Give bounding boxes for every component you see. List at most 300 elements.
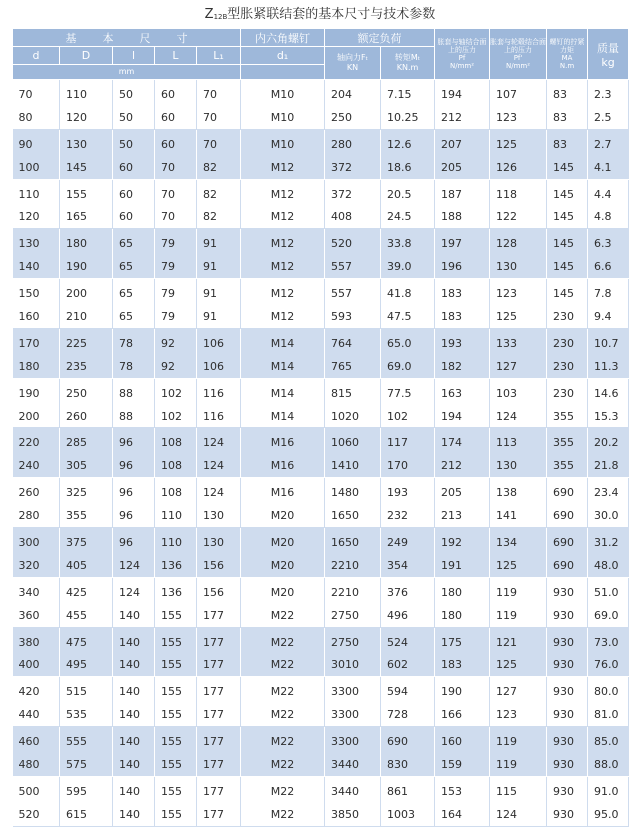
table-cell: 76.0: [588, 653, 629, 676]
table-cell: 372: [325, 179, 381, 205]
table-cell: 930: [547, 604, 588, 627]
table-cell: 2.5: [588, 106, 629, 129]
table-cell: 250: [60, 378, 113, 404]
table-cell: 47.5: [381, 305, 435, 328]
table-cell: 65: [113, 305, 155, 328]
table-row: [13, 504, 629, 527]
table-cell: 355: [547, 428, 588, 454]
table-cell: 170: [13, 328, 60, 354]
table-cell: 20.2: [588, 428, 629, 454]
table-cell: 188: [435, 205, 490, 228]
table-cell: 85.0: [588, 727, 629, 753]
table-cell: 145: [547, 229, 588, 255]
table-cell: 495: [60, 653, 113, 676]
table-cell: 78: [113, 328, 155, 354]
table-cell: 117: [381, 428, 435, 454]
table-cell: 120: [60, 106, 113, 129]
table-cell: M20: [241, 577, 325, 603]
table-cell: 594: [381, 677, 435, 703]
table-cell: 110: [13, 179, 60, 205]
table-cell: 1020: [325, 405, 381, 428]
table-cell: 95.0: [588, 803, 629, 826]
table-cell: 31.2: [588, 528, 629, 554]
table-cell: 70: [197, 129, 241, 155]
table-cell: 91: [197, 305, 241, 328]
table-row: [13, 156, 629, 179]
table-cell: 260: [60, 405, 113, 428]
table-title: Z12B型胀紧联结套的基本尺寸与技术参数: [204, 7, 436, 22]
spec-table: [12, 28, 629, 827]
table-cell: 175: [435, 627, 490, 653]
table-cell: 1480: [325, 478, 381, 504]
table-cell: 50: [113, 129, 155, 155]
table-cell: 575: [60, 753, 113, 776]
table-cell: 60: [113, 205, 155, 228]
table-cell: M12: [241, 305, 325, 328]
table-cell: 155: [155, 703, 197, 726]
table-cell: 130: [197, 504, 241, 527]
table-cell: 830: [381, 753, 435, 776]
table-cell: 180: [435, 577, 490, 603]
table-cell: 212: [435, 106, 490, 129]
table-cell: 690: [547, 554, 588, 577]
table-cell: 79: [155, 279, 197, 305]
table-row: [13, 803, 629, 826]
table-cell: M22: [241, 677, 325, 703]
table-cell: 130: [13, 229, 60, 255]
header-empty: [241, 65, 325, 80]
table-cell: 145: [547, 255, 588, 278]
table-cell: M12: [241, 279, 325, 305]
table-cell: M12: [241, 205, 325, 228]
table-row: [13, 604, 629, 627]
table-cell: 194: [435, 405, 490, 428]
table-cell: 376: [381, 577, 435, 603]
table-cell: 82: [197, 156, 241, 179]
header-hub-pressure: 胀套与轮毂结合面上的压力 Pf' N/mm²: [490, 29, 547, 80]
table-cell: 70: [197, 80, 241, 106]
table-cell: 177: [197, 753, 241, 776]
table-cell: 930: [547, 703, 588, 726]
table-cell: 9.4: [588, 305, 629, 328]
table-cell: M22: [241, 753, 325, 776]
table-cell: 212: [435, 454, 490, 477]
table-cell: 232: [381, 504, 435, 527]
table-cell: 930: [547, 727, 588, 753]
table-cell: 475: [60, 627, 113, 653]
table-row: [13, 653, 629, 676]
table-cell: M10: [241, 80, 325, 106]
table-cell: 70: [155, 205, 197, 228]
table-cell: M12: [241, 255, 325, 278]
table-cell: 6.6: [588, 255, 629, 278]
table-cell: 65: [113, 255, 155, 278]
table-cell: 155: [155, 776, 197, 802]
table-cell: 3850: [325, 803, 381, 826]
table-cell: 930: [547, 677, 588, 703]
table-cell: 360: [13, 604, 60, 627]
header-mass: 质量 kg: [588, 29, 629, 80]
table-cell: 180: [435, 604, 490, 627]
table-cell: 124: [113, 554, 155, 577]
table-cell: 230: [547, 378, 588, 404]
table-cell: 340: [13, 577, 60, 603]
table-cell: 60: [113, 179, 155, 205]
table-cell: 515: [60, 677, 113, 703]
table-cell: 155: [60, 179, 113, 205]
table-cell: 121: [490, 627, 547, 653]
table-cell: 123: [490, 703, 547, 726]
table-cell: 103: [490, 378, 547, 404]
table-cell: 79: [155, 255, 197, 278]
table-cell: 18.6: [381, 156, 435, 179]
table-cell: 166: [435, 703, 490, 726]
table-cell: 79: [155, 229, 197, 255]
table-cell: 690: [547, 478, 588, 504]
table-cell: 14.6: [588, 378, 629, 404]
table-cell: 177: [197, 604, 241, 627]
table-cell: 140: [113, 727, 155, 753]
table-cell: 190: [60, 255, 113, 278]
table-cell: M10: [241, 106, 325, 129]
table-cell: 126: [490, 156, 547, 179]
table-cell: 15.3: [588, 405, 629, 428]
table-cell: 194: [435, 80, 490, 106]
table-cell: 30.0: [588, 504, 629, 527]
table-cell: 110: [60, 80, 113, 106]
table-cell: M14: [241, 378, 325, 404]
table-cell: 520: [325, 229, 381, 255]
table-cell: 83: [547, 80, 588, 106]
table-cell: 130: [490, 454, 547, 477]
table-cell: 2.7: [588, 129, 629, 155]
table-cell: 160: [435, 727, 490, 753]
table-cell: 65: [113, 229, 155, 255]
table-cell: 21.8: [588, 454, 629, 477]
table-cell: 177: [197, 776, 241, 802]
table-cell: 861: [381, 776, 435, 802]
table-header: [13, 29, 629, 80]
table-cell: 69.0: [381, 355, 435, 378]
table-cell: 183: [435, 305, 490, 328]
table-row: [13, 776, 629, 802]
table-cell: 3010: [325, 653, 381, 676]
table-cell: 20.5: [381, 179, 435, 205]
table-cell: 134: [490, 528, 547, 554]
header-shaft-pressure: 胀套与轴结合面上的压力 Pf N/mm²: [435, 29, 490, 80]
table-cell: 7.8: [588, 279, 629, 305]
table-cell: 125: [490, 554, 547, 577]
table-cell: 325: [60, 478, 113, 504]
table-cell: 60: [155, 106, 197, 129]
table-cell: 106: [197, 355, 241, 378]
table-cell: 91: [197, 255, 241, 278]
table-cell: 23.4: [588, 478, 629, 504]
table-row: [13, 454, 629, 477]
table-cell: 3300: [325, 703, 381, 726]
table-cell: 230: [547, 328, 588, 354]
table-cell: 138: [490, 478, 547, 504]
table-cell: 182: [435, 355, 490, 378]
header-l: l: [113, 47, 155, 65]
table-cell: 51.0: [588, 577, 629, 603]
table-cell: M14: [241, 328, 325, 354]
table-cell: 88.0: [588, 753, 629, 776]
table-cell: 79: [155, 305, 197, 328]
table-cell: 1003: [381, 803, 435, 826]
table-cell: 191: [435, 554, 490, 577]
table-cell: 192: [435, 528, 490, 554]
table-cell: 120: [13, 205, 60, 228]
table-cell: 1060: [325, 428, 381, 454]
table-cell: 118: [490, 179, 547, 205]
table-cell: 78: [113, 355, 155, 378]
header-unit-mm: mm: [13, 65, 241, 80]
table-cell: 4.1: [588, 156, 629, 179]
table-cell: 155: [155, 627, 197, 653]
table-cell: 96: [113, 528, 155, 554]
table-cell: 557: [325, 279, 381, 305]
table-cell: 70: [13, 80, 60, 106]
table-cell: 4.4: [588, 179, 629, 205]
table-cell: 2210: [325, 577, 381, 603]
table-cell: 690: [547, 528, 588, 554]
table-cell: M20: [241, 528, 325, 554]
table-cell: 177: [197, 627, 241, 653]
table-cell: 408: [325, 205, 381, 228]
table-cell: 39.0: [381, 255, 435, 278]
table-cell: 140: [113, 677, 155, 703]
table-cell: 2750: [325, 627, 381, 653]
table-cell: M22: [241, 604, 325, 627]
table-cell: 7.15: [381, 80, 435, 106]
table-cell: 420: [13, 677, 60, 703]
table-cell: 155: [155, 653, 197, 676]
table-cell: 930: [547, 577, 588, 603]
table-cell: 145: [60, 156, 113, 179]
table-cell: 119: [490, 604, 547, 627]
table-cell: 145: [547, 179, 588, 205]
table-cell: 96: [113, 428, 155, 454]
table-cell: 3440: [325, 753, 381, 776]
table-row: [13, 255, 629, 278]
table-cell: 108: [155, 454, 197, 477]
table-row: [13, 378, 629, 404]
table-cell: 119: [490, 727, 547, 753]
table-cell: 320: [13, 554, 60, 577]
table-cell: 140: [113, 627, 155, 653]
table-cell: 240: [13, 454, 60, 477]
table-cell: 728: [381, 703, 435, 726]
table-cell: M22: [241, 727, 325, 753]
table-cell: 124: [490, 405, 547, 428]
table-cell: 930: [547, 627, 588, 653]
table-cell: 3440: [325, 776, 381, 802]
table-cell: 125: [490, 129, 547, 155]
table-cell: 12.6: [381, 129, 435, 155]
table-cell: 92: [155, 328, 197, 354]
table-cell: 102: [381, 405, 435, 428]
table-cell: 405: [60, 554, 113, 577]
table-cell: 110: [155, 504, 197, 527]
table-cell: 555: [60, 727, 113, 753]
table-cell: 557: [325, 255, 381, 278]
header-axial-force: 轴向力Fₜ KN: [325, 47, 381, 80]
table-cell: 65.0: [381, 328, 435, 354]
table-row: [13, 328, 629, 354]
table-cell: 125: [490, 305, 547, 328]
table-cell: 220: [13, 428, 60, 454]
table-cell: 145: [547, 279, 588, 305]
table-cell: 124: [197, 428, 241, 454]
table-cell: 124: [197, 478, 241, 504]
table-cell: 124: [113, 577, 155, 603]
table-row: [13, 405, 629, 428]
table-cell: 77.5: [381, 378, 435, 404]
table-cell: 153: [435, 776, 490, 802]
table-cell: 73.0: [588, 627, 629, 653]
table-cell: 110: [155, 528, 197, 554]
table-cell: 60: [113, 156, 155, 179]
table-row: [13, 627, 629, 653]
table-cell: 3300: [325, 677, 381, 703]
table-cell: M20: [241, 554, 325, 577]
table-cell: 372: [325, 156, 381, 179]
table-cell: M12: [241, 179, 325, 205]
table-cell: 127: [490, 355, 547, 378]
table-cell: 205: [435, 156, 490, 179]
table-cell: 155: [155, 677, 197, 703]
table-cell: 593: [325, 305, 381, 328]
table-cell: 140: [13, 255, 60, 278]
table-cell: 145: [547, 156, 588, 179]
table-cell: 930: [547, 753, 588, 776]
table-cell: 113: [490, 428, 547, 454]
table-cell: 615: [60, 803, 113, 826]
table-cell: 11.3: [588, 355, 629, 378]
table-cell: M22: [241, 703, 325, 726]
table-cell: M16: [241, 478, 325, 504]
table-cell: 2750: [325, 604, 381, 627]
table-cell: 91: [197, 279, 241, 305]
table-cell: 155: [155, 727, 197, 753]
table-cell: 70: [155, 156, 197, 179]
table-cell: 930: [547, 776, 588, 802]
table-cell: 83: [547, 106, 588, 129]
table-cell: 33.8: [381, 229, 435, 255]
table-cell: 24.5: [381, 205, 435, 228]
table-cell: 119: [490, 753, 547, 776]
table-cell: 140: [113, 776, 155, 802]
table-cell: 460: [13, 727, 60, 753]
table-cell: 123: [490, 279, 547, 305]
table-cell: 159: [435, 753, 490, 776]
table-cell: 595: [60, 776, 113, 802]
table-cell: M16: [241, 454, 325, 477]
table-cell: 115: [490, 776, 547, 802]
table-cell: 535: [60, 703, 113, 726]
table-cell: 355: [547, 405, 588, 428]
table-cell: M22: [241, 803, 325, 826]
table-cell: 187: [435, 179, 490, 205]
table-row: [13, 355, 629, 378]
table-cell: 197: [435, 229, 490, 255]
table-cell: 102: [155, 405, 197, 428]
table-cell: M10: [241, 129, 325, 155]
table-cell: 106: [197, 328, 241, 354]
table-cell: 41.8: [381, 279, 435, 305]
header-D: D: [60, 47, 113, 65]
table-cell: 3300: [325, 727, 381, 753]
table-row: [13, 727, 629, 753]
table-row: [13, 428, 629, 454]
table-cell: 155: [155, 604, 197, 627]
table-row: [13, 80, 629, 106]
table-cell: 80.0: [588, 677, 629, 703]
table-cell: 136: [155, 577, 197, 603]
table-cell: 230: [547, 355, 588, 378]
table-cell: 155: [155, 753, 197, 776]
table-cell: 375: [60, 528, 113, 554]
table-cell: 602: [381, 653, 435, 676]
table-cell: 10.25: [381, 106, 435, 129]
table-cell: 88: [113, 405, 155, 428]
table-cell: 155: [155, 803, 197, 826]
table-cell: 92: [155, 355, 197, 378]
table-row: [13, 129, 629, 155]
table-cell: 204: [325, 80, 381, 106]
table-cell: 156: [197, 554, 241, 577]
table-row: [13, 703, 629, 726]
table-cell: 119: [490, 577, 547, 603]
table-cell: 81.0: [588, 703, 629, 726]
table-cell: 96: [113, 478, 155, 504]
header-L: L: [155, 47, 197, 65]
table-cell: 440: [13, 703, 60, 726]
table-cell: 249: [381, 528, 435, 554]
table-cell: 82: [197, 179, 241, 205]
table-cell: 193: [435, 328, 490, 354]
table-cell: 107: [490, 80, 547, 106]
table-cell: 765: [325, 355, 381, 378]
header-screw-torque: 螺钉的拧紧力矩 MA N.m: [547, 29, 588, 80]
table-cell: 50: [113, 80, 155, 106]
table-cell: 136: [155, 554, 197, 577]
table-cell: 235: [60, 355, 113, 378]
header-d: d: [13, 47, 60, 65]
table-cell: 90: [13, 129, 60, 155]
table-cell: M22: [241, 776, 325, 802]
header-screw: 内六角螺钉: [241, 29, 325, 47]
table-cell: 100: [13, 156, 60, 179]
table-cell: 764: [325, 328, 381, 354]
table-cell: 213: [435, 504, 490, 527]
table-cell: 50: [113, 106, 155, 129]
table-cell: 127: [490, 677, 547, 703]
table-cell: 280: [325, 129, 381, 155]
table-cell: 116: [197, 405, 241, 428]
table-cell: 140: [113, 803, 155, 826]
table-cell: 250: [325, 106, 381, 129]
table-cell: 300: [13, 528, 60, 554]
table-cell: 380: [13, 627, 60, 653]
table-cell: 200: [60, 279, 113, 305]
table-cell: 2.3: [588, 80, 629, 106]
table-cell: 128: [490, 229, 547, 255]
table-cell: 125: [490, 653, 547, 676]
table-cell: 183: [435, 279, 490, 305]
table-row: [13, 106, 629, 129]
